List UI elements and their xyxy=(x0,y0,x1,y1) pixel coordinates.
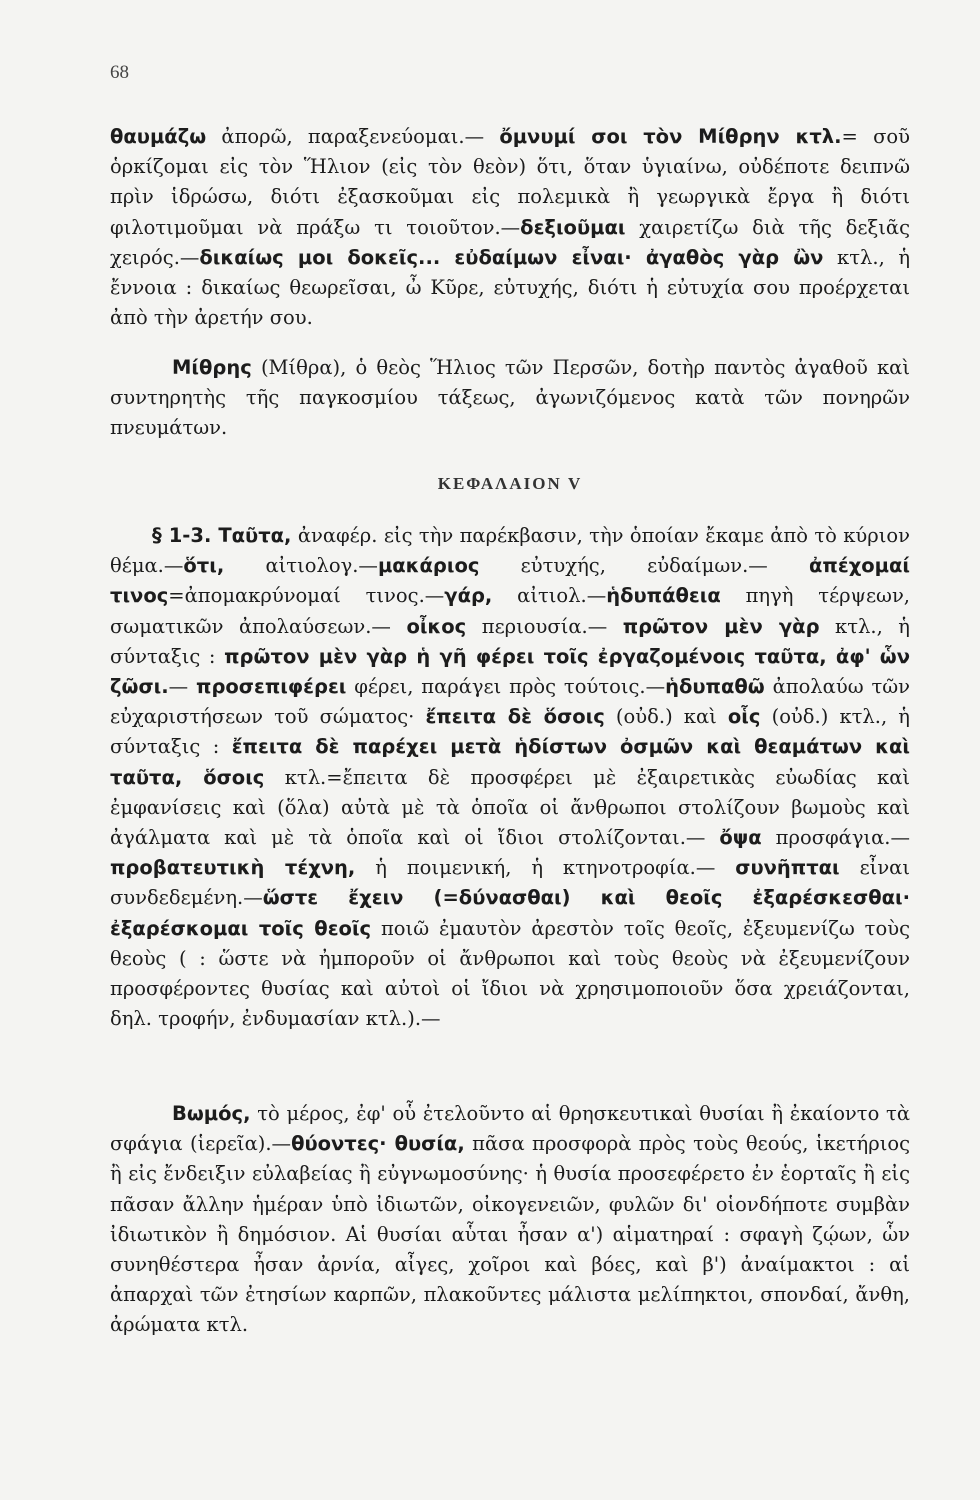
lemma-term: μακάριος xyxy=(377,554,480,578)
lemma-term: ἔπειτα δὲ ὅσοις xyxy=(425,705,605,729)
lemma-term: ὅτι, xyxy=(183,554,225,578)
commentary-text: ἀναφέρ. εἰς τὴν παρέκβασιν, τὴν ὁποίαν ἔκαμε ἀπὸ τὸ κύριον θέμα.— xyxy=(110,524,910,578)
lemma-term: δεξιοῦμαι xyxy=(520,215,626,239)
lemma-term: ἡδυπαθῶ xyxy=(665,675,765,699)
lemma-term: πρῶτον μὲν γὰρ xyxy=(622,614,820,638)
commentary-text: κτλ., ἡ σύνταξις : xyxy=(110,614,910,668)
commentary-text: φέρει, παράγει πρὸς τούτοις.— xyxy=(346,675,666,699)
chapter-heading: ΚΕΦΑΛΑΙΟΝ V xyxy=(437,474,583,493)
lemma-term: Βωμός, xyxy=(172,1102,251,1125)
commentary-text: εἶναι συνδεδεμένη.— xyxy=(110,856,910,910)
lemma-term: ἀπέχομαί τινος xyxy=(110,554,911,608)
lemma-term: ὥστε ἔχειν (=δύνασθαι) καὶ θεοῖς ἐξαρέσκεσθαι· xyxy=(262,886,910,910)
commentary-text: εὐτυχής, εὐδαίμων.— xyxy=(479,554,810,578)
commentary-text: τὸ μέρος, ἐφ' οὗ ἐτελοῦντο αἱ θρησκευτικαὶ θυσίαι ἢ ἐκαίοντο τὰ σφάγια (ἱερεῖα).— xyxy=(110,1102,910,1156)
commentary-text: = σοῦ ὁρκίζομαι εἰς τὸν Ἥλιον (εἰς τὸν θεὸν) ὅτι, ὅταν ὑγιαίνω, οὐδέποτε δειπνῶ πρὶν ἱδρώσω, διότι ἐξασκοῦμαι εἰς πολεμικὰ ἢ γεωργικὰ ἔργα ἢ διότι φιλοτιμοῦμαι νὰ πράξω τι τοιοῦτον.— xyxy=(110,125,911,239)
lemma-term: οἷς xyxy=(727,705,761,729)
lemma-term: πρῶτον μὲν γὰρ ἡ γῆ φέρει τοῖς ἐργαζομένοις ταῦτα, ἀφ' ὧν ζῶσι. xyxy=(110,644,910,699)
lemma-term: δικαίως μοι δοκεῖς... εὐδαίμων εἶναι· ἀγαθὸς γὰρ ὢν xyxy=(199,245,824,269)
paragraph-2 xyxy=(110,353,910,444)
commentary-text: ἀπορῶ, παραξενεύομαι.— xyxy=(206,125,500,148)
commentary-text: ποιῶ ἐμαυτὸν ἀρεστὸν τοῖς θεοῖς, ἐξευμενίζω τοὺς θεοὺς ( : ὥστε νὰ ἠμποροῦν οἱ ἄνθρωποι καὶ τοὺς θεοὺς νὰ ἐξευμενίζουν προσφέροντες θυσίας καὶ αὐτοὶ οἱ ἴδιοι νὰ χρησιμοποιοῦν ὅσα χρειάζονται, δηλ. τροφήν, ἐνδυμασίαν κτλ.).— xyxy=(110,916,910,1031)
commentary-text: κτλ., ἡ ἔννοια : δικαίως θεωρεῖσαι, ὦ Κῦρε, εὐτυχής, διότι ἡ εὐτυχία σου προέρχεται ἀπὸ τὴν ἀρετήν σου. xyxy=(110,245,911,330)
commentary-text: προσφάγια.— xyxy=(761,826,910,850)
paragraph-1 xyxy=(110,122,910,333)
lemma-term: ἐξαρέσκομαι τοῖς θεοῖς xyxy=(110,916,372,940)
commentary-text: αἰτιολογ.— xyxy=(224,554,378,578)
lemma-term: ὄψα xyxy=(719,826,762,850)
commentary-text: χαιρετίζω διὰ τῆς δεξιᾶς χειρός.— xyxy=(110,215,910,269)
commentary-text: περιουσία.— xyxy=(466,614,623,638)
lemma-term: Μίθρης xyxy=(172,356,252,379)
paragraph-4 xyxy=(110,1099,910,1341)
lemma-term: προβατευτικὴ τέχνη, xyxy=(110,856,356,880)
commentary-text: πηγὴ τέρψεων, σωματικῶν ἀπολαύσεων.— xyxy=(110,584,910,638)
lemma-term: γάρ, xyxy=(444,584,493,608)
commentary-text: =ἀπομακρύνομαί τινος.— xyxy=(168,584,445,608)
lemma-term: οἶκος xyxy=(406,614,467,638)
commentary-text: — xyxy=(168,675,197,699)
lemma-term: ἡδυπάθεια xyxy=(606,584,721,608)
commentary-text: ἡ ποιμενική, ἡ κτηνοτροφία.— xyxy=(355,856,736,880)
lemma-term: συνῆπται xyxy=(735,856,840,880)
lemma-term: προσεπιφέρει xyxy=(196,675,347,699)
commentary-text: αἰτιολ.— xyxy=(492,584,607,608)
lemma-term: ὄμνυμί σοι τὸν Μίθρην κτλ. xyxy=(499,125,842,148)
commentary-text: ἀπολαύω τῶν εὐχαριστήσεων τοῦ σώματος· xyxy=(110,675,910,729)
page-number: 68 xyxy=(110,62,129,83)
lemma-term: θύοντες· θυσία, xyxy=(291,1132,465,1156)
paragraph-3 xyxy=(110,521,910,1034)
lemma-term: ἔπειτα δὲ παρέχει μετὰ ἡδίστων ὀσμῶν καὶ θεαμάτων καὶ ταῦτα, ὅσοις xyxy=(110,735,911,789)
lemma-term: § 1-3. Ταῦτα, xyxy=(152,524,292,547)
commentary-text: (Μίθρα), ὁ θεὸς Ἥλιος τῶν Περσῶν, δοτὴρ παντὸς ἀγαθοῦ καὶ συντηρητὴς τῆς παγκοσμίου τάξεως, ἀγωνιζόμενος κατὰ τῶν πονηρῶν πνευμάτων. xyxy=(110,356,910,440)
lemma-term: θαυμάζω xyxy=(110,125,207,148)
commentary-text: (οὐδ.) καὶ xyxy=(604,705,728,729)
commentary-text: πᾶσα προσφορὰ πρὸς τοὺς θεούς, ἱκετήριος ἢ εἰς ἔνδειξιν εὐλαβείας ἢ εὐγνωμοσύνης· ἡ θυσία προσεφέρετο ἐν ἑορταῖς ἢ εἰς πᾶσαν ἄλλην ἡμέραν ὑπὸ ἰδιωτῶν, οἰκογενειῶν, φυλῶν δι' οἱονδήποτε συμβὰν ἰδιωτικὸν ἢ δημόσιον. Αἱ θυσίαι αὗται ἦσαν α') αἱματηραί : σφαγὴ ζῴων, ὧν συνηθέστερα ἦσαν ἀρνία, αἶγες, χοῖροι καὶ βόες, καὶ β') ἀναίμακτοι : αἱ ἀπαρχαὶ τῶν ἐτησίων καρπῶν, πλακοῦντες μάλιστα μελίπηκτοι, σπονδαί, ἄνθη, ἀρώματα κτλ. xyxy=(110,1132,910,1337)
commentary-text: κτλ.=ἔπειτα δὲ προσφέρει μὲ ἐξαιρετικὰς εὐωδίας καὶ ἐμφανίσεις καὶ (ὅλα) αὐτὰ μὲ τὰ ὁποῖα οἱ ἄνθρωποι στολίζουν βωμοὺς καὶ ἀγάλματα καὶ μὲ τὰ ὁποῖα καὶ οἱ ἴδιοι στολίζονται.— xyxy=(110,765,911,850)
commentary-text: (οὐδ.) κτλ., ἡ σύνταξις : xyxy=(110,705,910,759)
